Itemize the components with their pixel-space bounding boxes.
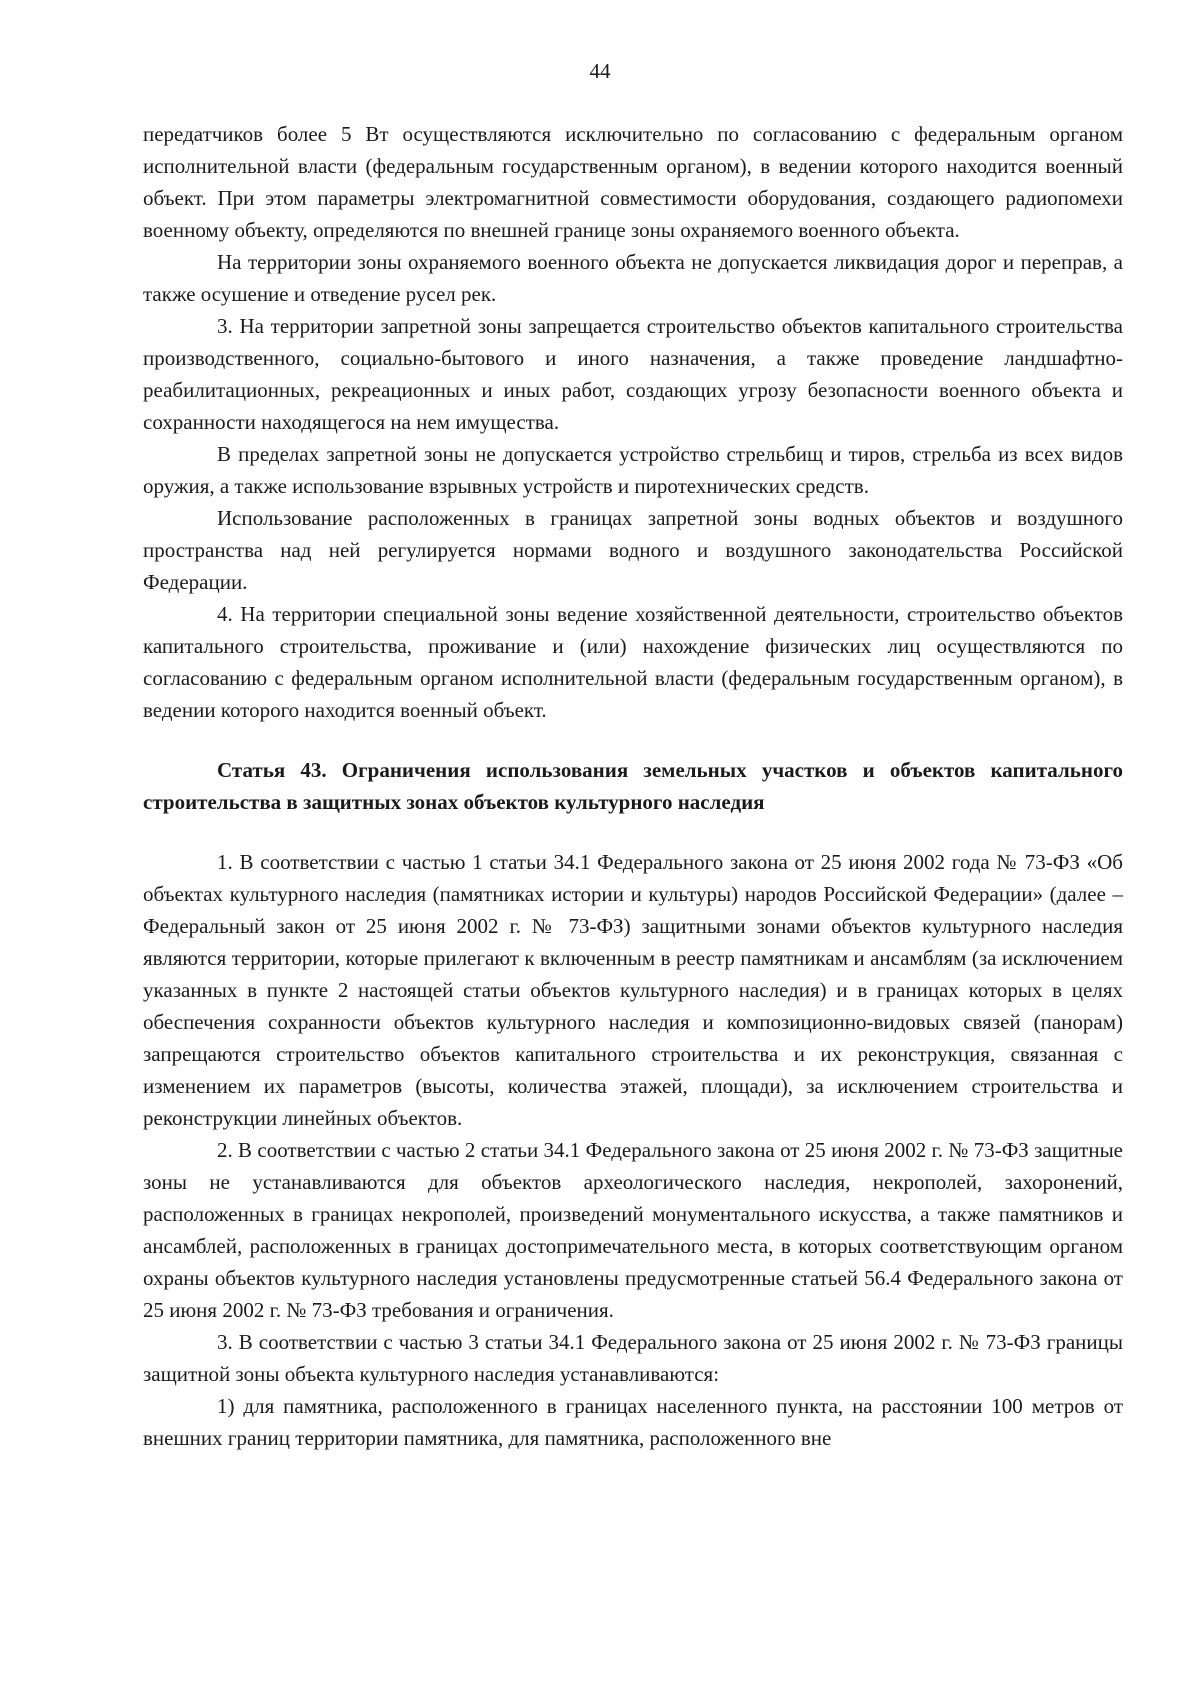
page-number: 44 xyxy=(589,59,611,83)
paragraph: В пределах запретной зоны не допускается устройство стрельбищ и тиров, стрельба из всех видов оружия, а также использование взрывных устройств и пиротехнических средств. xyxy=(143,442,1123,498)
paragraph-item-2: 2. В соответствии с частью 2 статьи 34.1 Федерального закона от 25 июня 2002 г. № 73-ФЗ защитные зоны не устанавливаются для объектов археологического наследия, некрополей, захоронений, расположенных в границах некрополей, произведений монументального искусства, а также памятников и ансамблей, расположенных в границах достопримечательного места, в которых соответствующим органом охраны объектов культурного наследия установлены предусмотренные статьей 56.4 Федерального закона от 25 июня 2002 г. № 73-ФЗ требования и ограничения. xyxy=(143,1138,1123,1322)
paragraph-item-4: 4. На территории специальной зоны ведение хозяйственной деятельности, строительство объектов капитального строительства, проживание и (или) нахождение физических лиц осуществляются по согласованию с федеральным органом исполнительной власти (федеральным государственным органом), в ведении которого находится военный объект. xyxy=(143,602,1123,722)
article-heading: Статья 43. Ограничения использования земельных участков и объектов капитального строительства в защитных зонах объектов культурного наследия xyxy=(143,758,1123,814)
paragraph: Использование расположенных в границах запретной зоны водных объектов и воздушного пространства над ней регулируется нормами водного и воздушного законодательства Российской Федерации. xyxy=(143,506,1123,594)
paragraph-item-1: 1. В соответствии с частью 1 статьи 34.1 Федерального закона от 25 июня 2002 года № 73-ФЗ «Об объектах культурного наследия (памятниках истории и культуры) народов Российской Федерации» (далее – Федеральный закон от 25 июня 2002 г. № 73-ФЗ) защитными зонами объектов культурного наследия являются территории, которые прилегают к включенным в реестр памятникам и ансамблям (за исключением указанных в пункте 2 настоящей статьи объектов культурного наследия) и в границах которых в целях обеспечения сохранности объектов культурного наследия и композиционно-видовых связей (панорам) запрещаются строительство объектов капитального строительства и их реконструкция, связанная с изменением их параметров (высоты, количества этажей, площади), за исключением строительства и реконструкции линейных объектов. xyxy=(143,850,1123,1130)
document-body xyxy=(143,118,1123,1454)
paragraph-continuation: передатчиков более 5 Вт осуществляются исключительно по согласованию с федеральным органом исполнительной власти (федеральным государственным органом), в ведении которого находится военный объект. При этом параметры электромагнитной совместимости оборудования, создающего радиопомехи военному объекту, определяются по внешней границе зоны охраняемого военного объекта. xyxy=(143,122,1123,242)
paragraph-subitem-1: 1) для памятника, расположенного в границах населенного пункта, на расстоянии 100 метров от внешних границ территории памятника, для памятника, расположенного вне xyxy=(143,1394,1123,1450)
paragraph-item-3: 3. На территории запретной зоны запрещается строительство объектов капитального строительства производственного, социально-бытового и иного назначения, а также проведение ландшафтно-реабилитационных, рекреационных и иных работ, создающих угрозу безопасности военного объекта и сохранности находящегося на нем имущества. xyxy=(143,314,1123,434)
paragraph-item-3: 3. В соответствии с частью 3 статьи 34.1 Федерального закона от 25 июня 2002 г. № 73-ФЗ границы защитной зоны объекта культурного наследия устанавливаются: xyxy=(143,1330,1123,1386)
paragraph: На территории зоны охраняемого военного объекта не допускается ликвидация дорог и переправ, а также осушение и отведение русел рек. xyxy=(143,250,1123,306)
